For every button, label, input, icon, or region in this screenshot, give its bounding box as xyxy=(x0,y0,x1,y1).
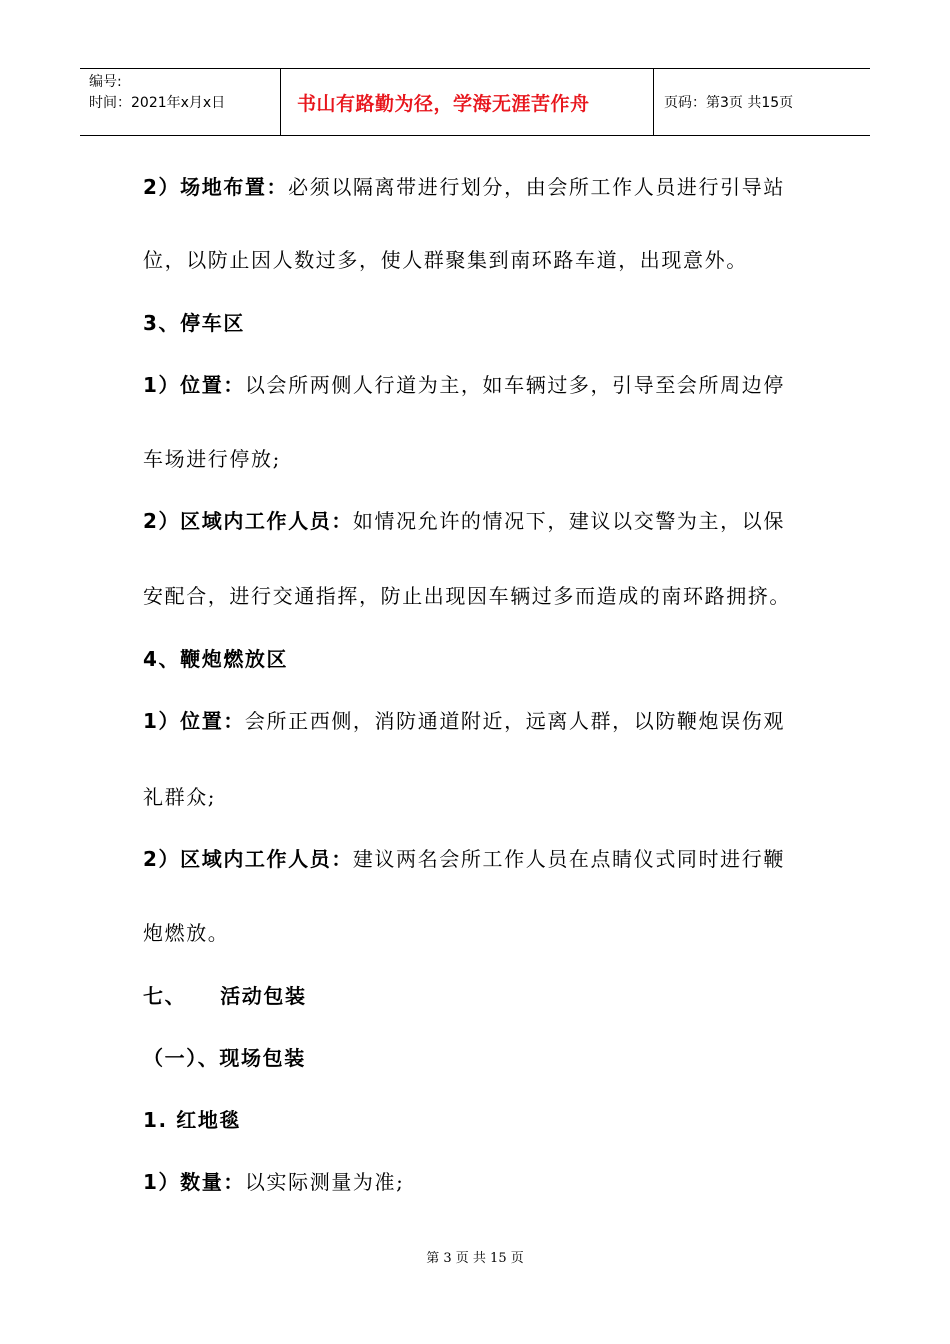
item-text: 以实际测量为准; xyxy=(244,1170,405,1194)
item-label: 2）场地布置： xyxy=(143,175,289,199)
header-meta xyxy=(80,69,281,135)
section-heading: 3、停车区 xyxy=(143,311,245,335)
paragraph-line xyxy=(143,175,785,199)
paragraph-line: 车场进行停放; xyxy=(143,447,281,471)
item-heading: 1. 红地毯 xyxy=(143,1108,242,1132)
item-text: 建议两名会所工作人员在点睛仪式同时进行鞭 xyxy=(352,847,785,871)
item-label: 2）区域内工作人员： xyxy=(143,847,353,871)
chapter-number: 七、 xyxy=(143,984,187,1008)
page-header xyxy=(80,68,870,136)
chapter-heading xyxy=(143,984,307,1008)
paragraph-line xyxy=(143,509,785,533)
item-text: 以会所两侧人行道为主，如车辆过多，引导至会所周边停 xyxy=(244,373,785,397)
header-motto: 书山有路勤为径，学海无涯苦作舟 xyxy=(281,69,654,135)
header-number-label: 编号: xyxy=(89,74,122,90)
paragraph-line: 炮燃放。 xyxy=(143,921,230,945)
paragraph-line xyxy=(143,709,785,733)
item-label: 2）区域内工作人员： xyxy=(143,509,353,533)
item-text: 如情况允许的情况下，建议以交警为主，以保 xyxy=(352,509,785,533)
item-text: 会所正西侧，消防通道附近，远离人群，以防鞭炮误伤观 xyxy=(244,709,785,733)
paragraph-line xyxy=(143,1170,404,1194)
section-heading: 4、鞭炮燃放区 xyxy=(143,647,289,671)
paragraph-line: 礼群众; xyxy=(143,785,217,809)
chapter-title: 活动包装 xyxy=(220,984,307,1008)
paragraph-line xyxy=(143,847,785,871)
header-page-info: 页码：第3页 共15页 xyxy=(664,95,794,111)
page-footer: 第 3 页 共 15 页 xyxy=(426,1251,524,1266)
item-label: 1）位置： xyxy=(143,709,245,733)
subsection-heading: （一）、现场包装 xyxy=(143,1046,306,1070)
item-label: 1）位置： xyxy=(143,373,245,397)
paragraph-line: 位，以防止因人数过多，使人群聚集到南环路车道，出现意外。 xyxy=(143,248,748,272)
item-text: 必须以隔离带进行划分，由会所工作人员进行引导站 xyxy=(288,175,785,199)
header-time-label: 时间：2021年x月x日 xyxy=(89,95,226,111)
paragraph-line xyxy=(143,373,785,397)
paragraph-line: 安配合，进行交通指挥，防止出现因车辆过多而造成的南环路拥挤。 xyxy=(143,584,791,608)
item-label: 1）数量： xyxy=(143,1170,245,1194)
